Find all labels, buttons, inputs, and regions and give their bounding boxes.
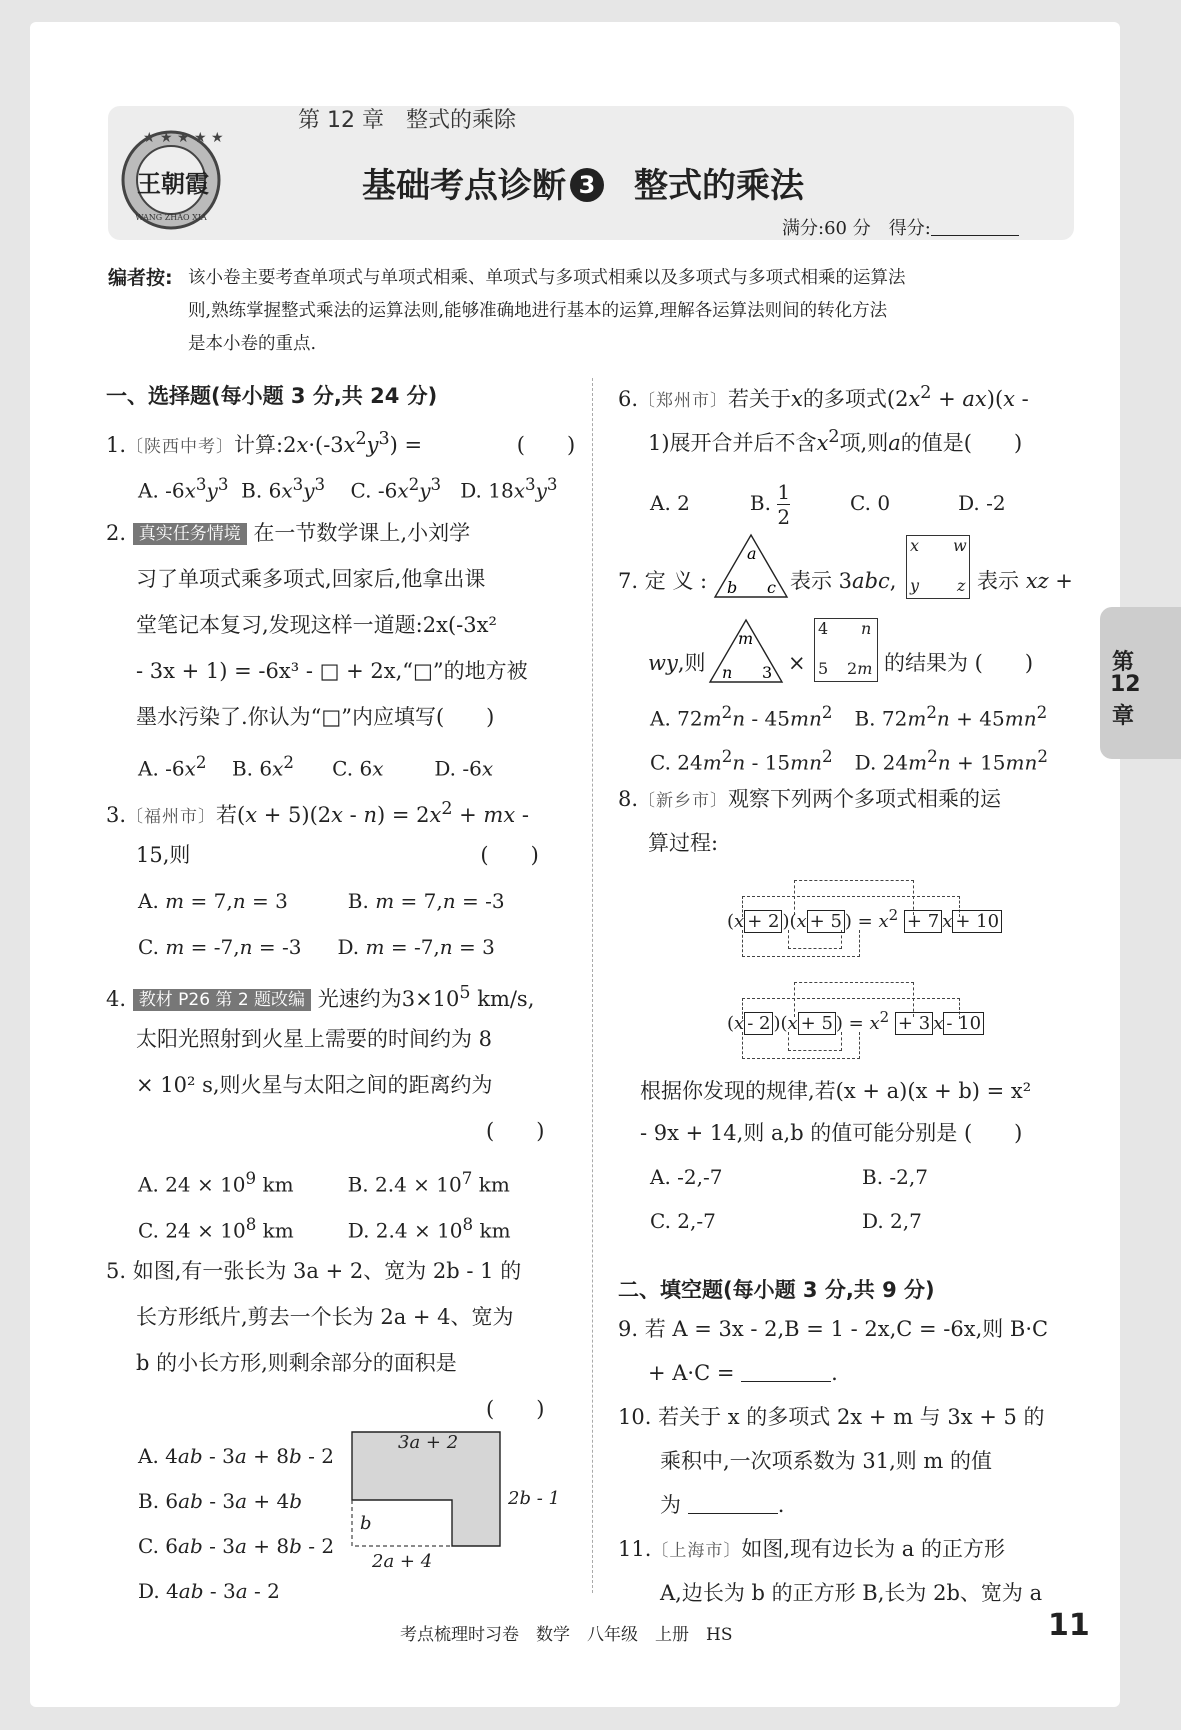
q2-line2: 习了单项式乘多项式,回家后,他拿出课 bbox=[136, 567, 486, 591]
svg-text:★ ★ ★ ★ ★: ★ ★ ★ ★ ★ bbox=[143, 130, 224, 146]
q7-opt-cd: C. $24m^2n - 15mn^2$ D. $24m^2n + 15mn^2$ bbox=[650, 747, 1048, 775]
q7-square1: x w y z bbox=[906, 535, 970, 599]
q4-bracket: ( ) bbox=[486, 1119, 545, 1143]
q10-line3: 为 . bbox=[660, 1493, 785, 1517]
question-6: 6.〔郑州市〕若关于x的多项式$(2x^2 + ax)(x$ - bbox=[618, 383, 1029, 411]
editor-note-line3: 是本小卷的重点. bbox=[188, 334, 317, 354]
question-5: 5. 如图,有一张长为 3a + 2、宽为 2b - 1 的 bbox=[106, 1259, 522, 1283]
q4-line2: 太阳光照射到火星上需要的时间约为 8 bbox=[136, 1027, 493, 1051]
q2-line3: 堂笔记本复习,发现这样一道题:2x(-3x² bbox=[136, 613, 497, 637]
triangle-shape-icon bbox=[708, 618, 784, 684]
q7-def1: 表示 3abc, bbox=[790, 569, 897, 593]
q5-line2: 长方形纸片,剪去一个长为 2a + 4、宽为 bbox=[136, 1305, 514, 1329]
q7-triangle2 bbox=[708, 618, 784, 684]
section1-title: 一、选择题(每小题 3 分,共 24 分) bbox=[106, 384, 438, 408]
svg-text:a: a bbox=[747, 544, 757, 563]
q8-diagram-2: (x - 2 )(x + 5 ) = $x^2 + 3$ x - 10 bbox=[722, 972, 992, 1072]
q2-tag: 真实任务情境 bbox=[133, 523, 247, 545]
editor-note-label: 编者按: bbox=[108, 267, 173, 289]
svg-text:b: b bbox=[727, 578, 738, 597]
question-8: 8.〔新乡市〕观察下列两个多项式相乘的运 bbox=[618, 787, 1002, 811]
q4-line3: × 10² s,则火星与太阳之间的距离约为 bbox=[136, 1073, 493, 1097]
q8-line3: 根据你发现的规律,若(x + a)(x + b) = x² bbox=[640, 1079, 1032, 1103]
q3-opt-cd: C. m = -7,n = -3 D. m = -7,n = 3 bbox=[138, 935, 495, 959]
title-prefix: 基础考点诊断 bbox=[362, 166, 566, 206]
svg-text:n: n bbox=[722, 663, 733, 682]
q10-answer-blank[interactable] bbox=[688, 1495, 778, 1514]
chapter-label: 第 12 章 整式的乘除 bbox=[298, 108, 516, 133]
q7-square2: 4 n 5 2m bbox=[814, 618, 878, 682]
q8-opt-a: A. -2,-7 bbox=[650, 1165, 723, 1189]
q1-options: A. $-6x^3y^3$ B. $6x^3y^3$ C. $-6x^2y^3$ D. $18x^3y^3$ bbox=[138, 475, 558, 503]
q6-line2: 1)展开合并后不含$x^2$项,则a的值是( ) bbox=[648, 427, 1023, 455]
q9-answer-blank[interactable] bbox=[741, 1363, 831, 1382]
q5-fig-top: 3a + 2 bbox=[398, 1432, 459, 1453]
title-topic: 整式的乘法 bbox=[634, 166, 804, 206]
score-line bbox=[782, 214, 1019, 240]
question-4: 4. 教材 P26 第 2 题改编 光速约为$3\times 10^5$ km/s, bbox=[106, 983, 535, 1011]
q7-result: 的结果为 ( ) bbox=[884, 651, 1034, 675]
q5-opt-a: A. 4ab - 3a + 8b - 2 bbox=[138, 1444, 334, 1468]
question-10: 10. 若关于 x 的多项式 2x + m 与 3x + 5 的 bbox=[618, 1405, 1045, 1429]
score-text: 满分:60 分 得分: bbox=[782, 218, 931, 239]
svg-text:3: 3 bbox=[762, 663, 773, 682]
q5-fig-inner: b bbox=[360, 1513, 372, 1534]
q8-opt-b: B. -2,7 bbox=[862, 1165, 928, 1189]
svg-text:m: m bbox=[738, 629, 754, 648]
logo-ring: WANG ZHAO XIA bbox=[135, 213, 207, 222]
q2-line4: - 3x + 1) = -6x³ - □ + 2x,“□”的地方被 bbox=[136, 659, 528, 683]
side-tab-l1: 第 bbox=[1112, 650, 1135, 675]
q5-opt-b: B. 6ab - 3a + 4b bbox=[138, 1489, 303, 1513]
q11-line2: A,边长为 b 的正方形 B,长为 2b、宽为 a bbox=[660, 1581, 1043, 1605]
question-7: 7. 定 义 : bbox=[618, 569, 708, 593]
q2-line5: 墨水污染了.你认为“□”内应填写( ) bbox=[136, 705, 495, 729]
q8-opt-c: C. 2,-7 bbox=[650, 1209, 716, 1233]
q5-opt-c: C. 6ab - 3a + 8b - 2 bbox=[138, 1534, 335, 1558]
question-11: 11.〔上海市〕如图,现有边长为 a 的正方形 bbox=[618, 1537, 1005, 1561]
q3-opt-ab: A. m = 7,n = 3 B. m = 7,n = -3 bbox=[138, 889, 505, 913]
q5-fig-bottom: 2a + 4 bbox=[372, 1551, 433, 1572]
q8-line2: 算过程: bbox=[648, 831, 719, 855]
q5-bracket: ( ) bbox=[486, 1397, 545, 1421]
q2-options: A. $-6x^2$ B. $6x^2$ C. 6x D. -6x bbox=[138, 753, 494, 781]
triangle-shape-icon bbox=[713, 533, 789, 599]
page-number: 11 bbox=[1048, 1608, 1090, 1643]
column-divider bbox=[592, 378, 593, 1593]
q4-tag: 教材 P26 第 2 题改编 bbox=[133, 989, 311, 1011]
q7-times: × bbox=[788, 651, 806, 675]
question-9: 9. 若 A = 3x - 2,B = 1 - 2x,C = -6x,则 B·C bbox=[618, 1317, 1049, 1341]
q6-options: A. 2 B. $\frac{1}{2}$ C. 0 D. -2 bbox=[650, 480, 1006, 529]
q8-opt-d: D. 2,7 bbox=[862, 1209, 922, 1233]
q7-def2: 表示 xz + bbox=[977, 569, 1073, 593]
section2-title: 二、填空题(每小题 3 分,共 9 分) bbox=[618, 1278, 935, 1302]
q4-opt-cd: C. $24 \times 10^8$ km D. $2.4 \times 10^8$ km bbox=[138, 1215, 511, 1243]
footer-text: 考点梳理时习卷 数学 八年级 上册 HS bbox=[400, 1625, 733, 1645]
editor-note-line1: 该小卷主要考查单项式与单项式相乘、单项式与多项式相乘以及多项式与多项式相乘的运算法 bbox=[188, 268, 906, 288]
side-tab-l2: 12 bbox=[1110, 672, 1141, 697]
q9-line2: + A·C = . bbox=[648, 1361, 838, 1385]
q10-line2: 乘积中,一次项系数为 31,则 m 的值 bbox=[660, 1449, 993, 1473]
score-blank[interactable] bbox=[931, 217, 1019, 236]
editor-note-line2: 则,熟练掌握整式乘法的运算法则,能够准确地进行基本的运算,理解各运算法则间的转化方法 bbox=[188, 301, 888, 321]
q5-line3: b 的小长方形,则剩余部分的面积是 bbox=[136, 1351, 457, 1375]
logo-text: 王朝霞 bbox=[137, 169, 209, 198]
q4-opt-ab: A. $24 \times 10^9$ km B. $2.4 \times 10^7$ km bbox=[138, 1169, 510, 1197]
q8-line4: - 9x + 14,则 a,b 的值可能分别是 ( ) bbox=[640, 1121, 1023, 1145]
title-number-badge: 3 bbox=[570, 168, 604, 202]
q3-line2: 15,则 ( ) bbox=[136, 843, 539, 867]
logo bbox=[115, 120, 227, 232]
q7-triangle1 bbox=[713, 533, 789, 599]
question-1: 1.〔陕西中考〕计算$:2x\cdot(-3x^2y^3)$ = ( ) bbox=[106, 429, 576, 457]
q5-fig-right: 2b - 1 bbox=[508, 1488, 560, 1509]
q8-diagram-1: (x + 2 )(x + 5 ) = $x^2 + 7$ x + 10 bbox=[722, 870, 992, 970]
svg-text:c: c bbox=[767, 578, 776, 597]
question-3: 3.〔福州市〕若$(x + 5)(2x - n) = 2x^2$ + mx - bbox=[106, 799, 529, 827]
q7-line2-a: wy,则 bbox=[648, 651, 706, 675]
side-tab-l3: 章 bbox=[1112, 704, 1135, 729]
q7-opt-ab: A. $72m^2n - 45mn^2$ B. $72m^2n + 45mn^2$ bbox=[650, 703, 1048, 731]
question-2: 2. 真实任务情境 在一节数学课上,小刘学 bbox=[106, 521, 471, 545]
q5-opt-d: D. 4ab - 3a - 2 bbox=[138, 1579, 280, 1603]
page-title bbox=[362, 158, 804, 207]
